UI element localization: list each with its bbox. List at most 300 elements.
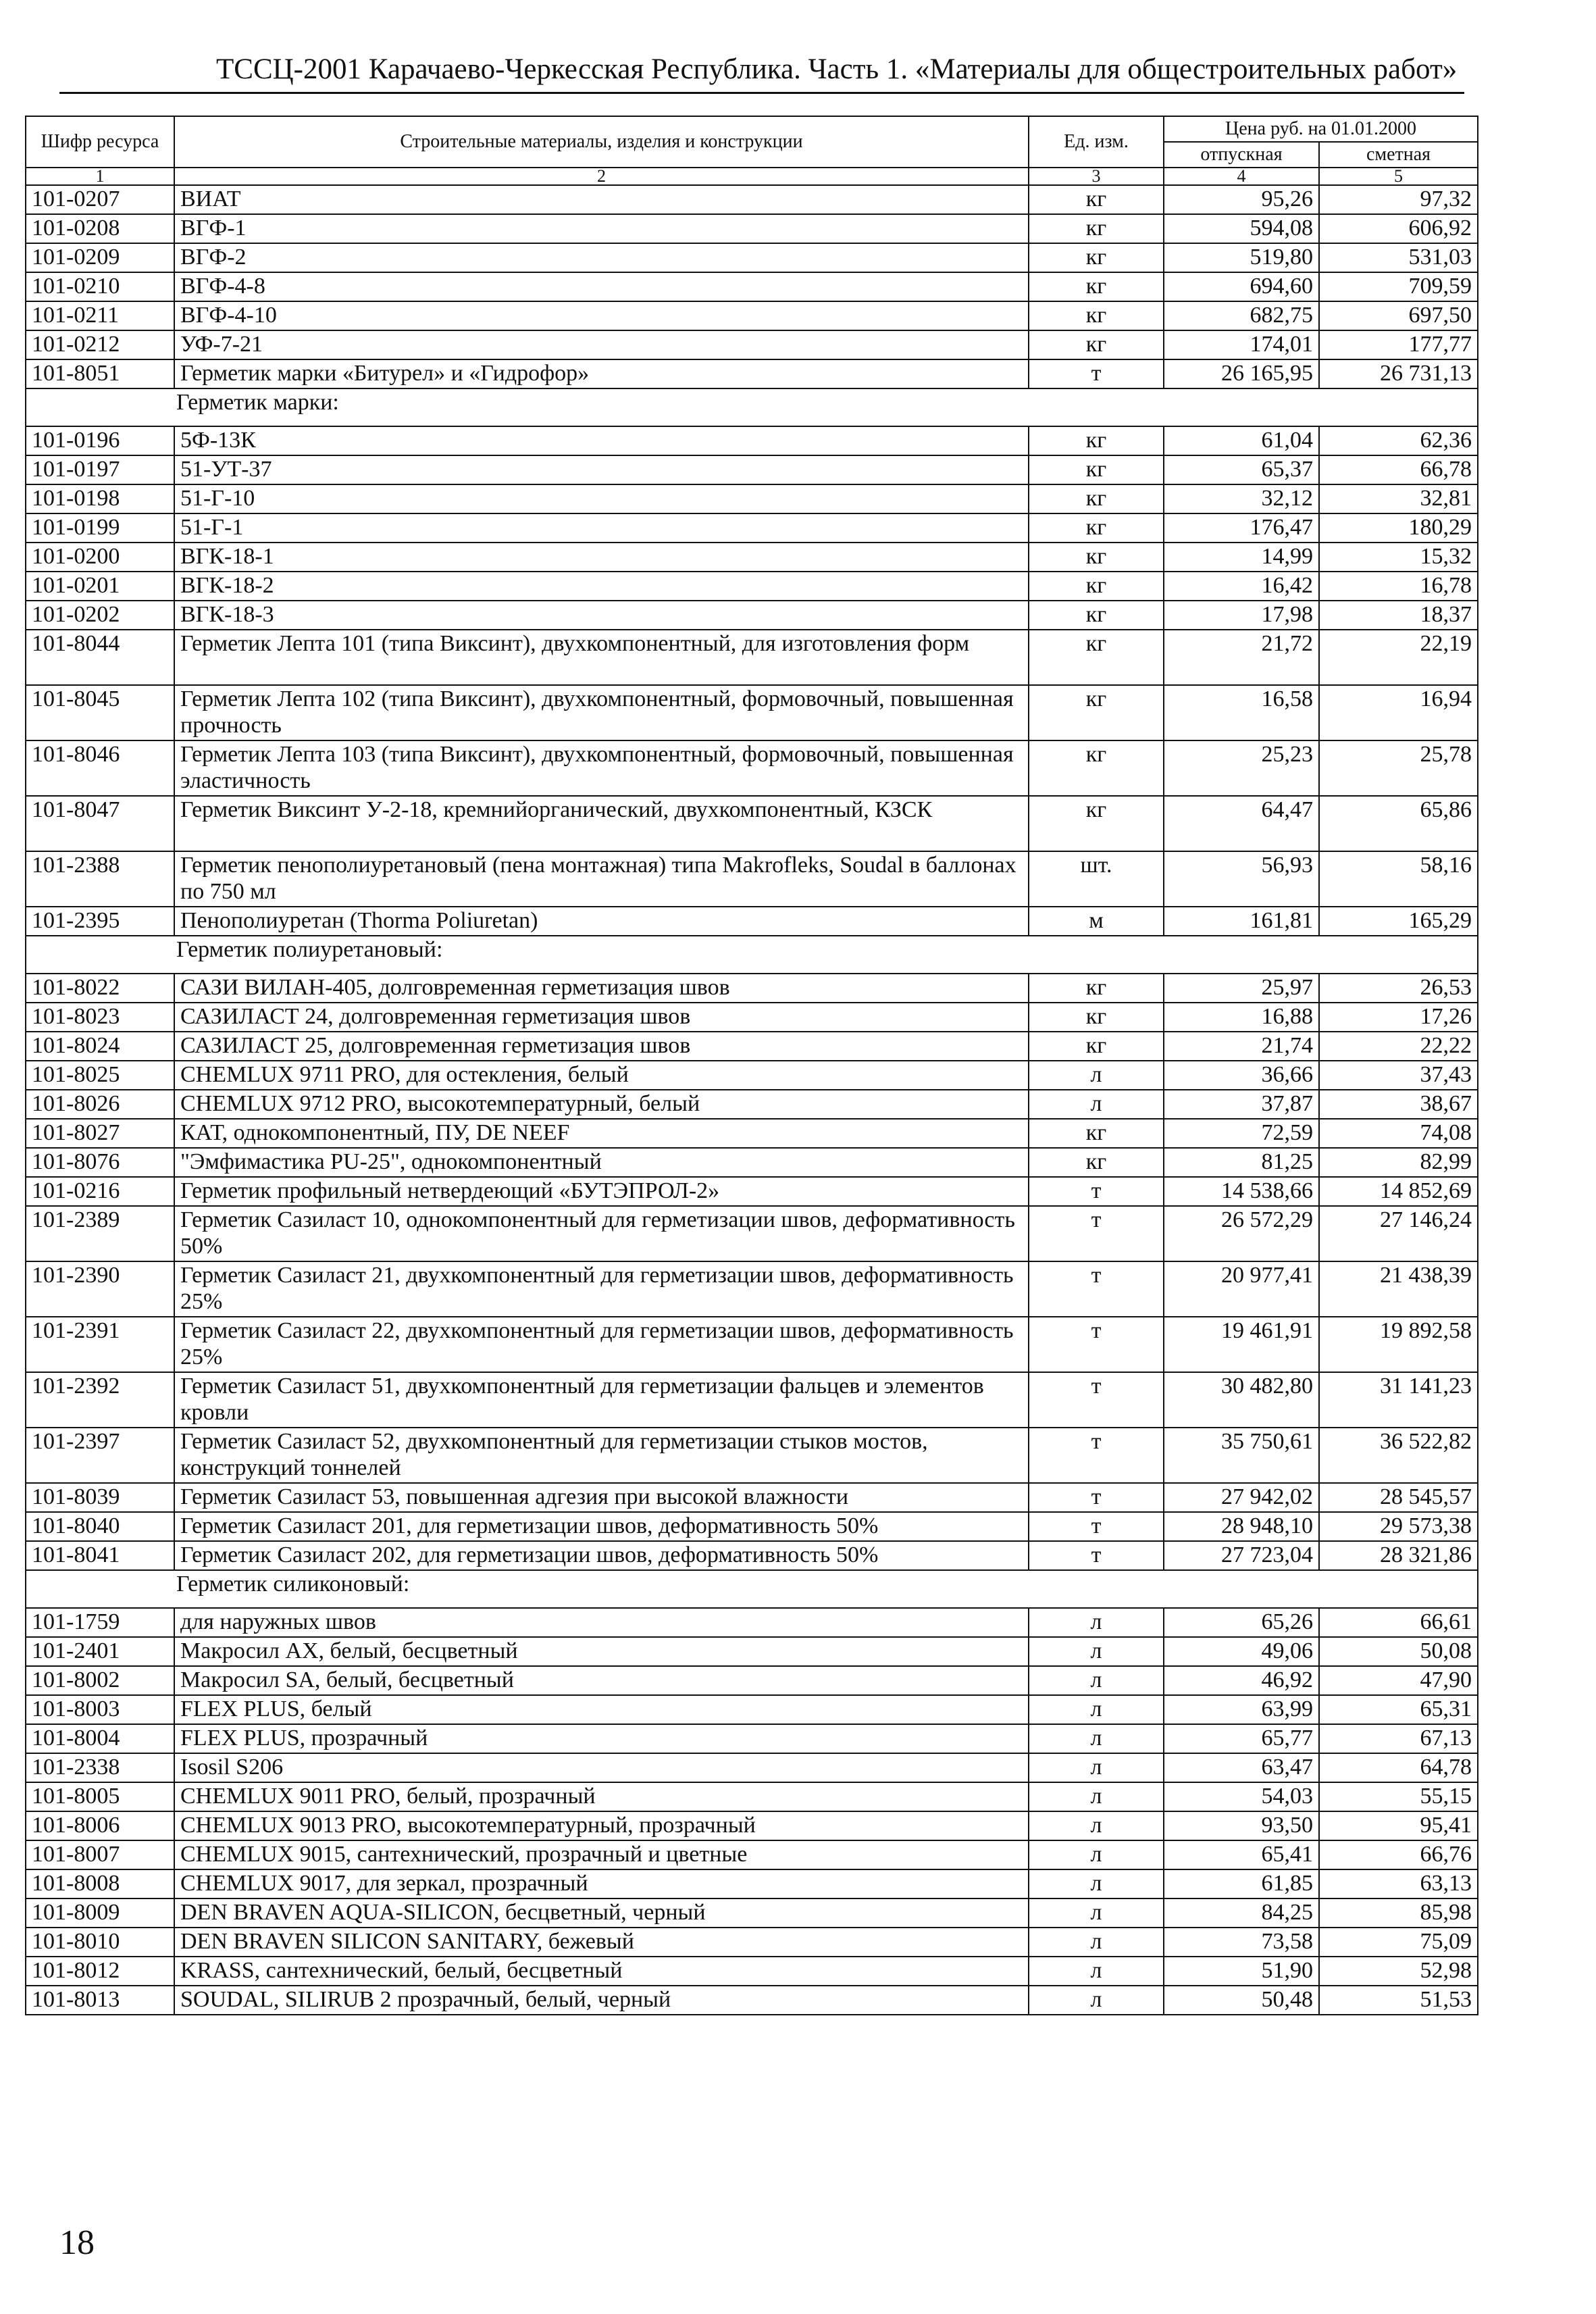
name-cell: Герметик Сазиласт 22, двухкомпонентный для герметизации швов, деформативность 25% [174,1317,1029,1372]
release-price-cell: 19 461,91 [1164,1317,1319,1372]
name-cell: ВГК-18-3 [174,601,1029,630]
name-cell: CHEMLUX 9711 PRO, для остекления, белый [174,1061,1029,1090]
group-header-row [26,936,1478,974]
code-cell: 101-8027 [26,1119,174,1148]
table-row [26,1695,1478,1724]
release-price-cell: 84,25 [1164,1898,1319,1928]
table-row [26,1782,1478,1811]
table-row [26,1483,1478,1512]
unit-cell: т [1029,1317,1164,1372]
name-cell: FLEX PLUS, прозрачный [174,1724,1029,1753]
code-cell: 101-8040 [26,1512,174,1541]
code-cell: 101-8022 [26,974,174,1003]
table-row [26,1261,1478,1317]
estimate-price-cell: 47,90 [1319,1666,1478,1695]
unit-cell: л [1029,1957,1164,1986]
name-cell: 51-Г-10 [174,484,1029,513]
unit-cell: кг [1029,740,1164,796]
table-row [26,1666,1478,1695]
unit-cell: кг [1029,796,1164,851]
estimate-price-cell: 36 522,82 [1319,1428,1478,1483]
code-cell: 101-8002 [26,1666,174,1695]
code-cell: 101-0212 [26,330,174,359]
group-label: Герметик полиуретановый: [26,936,1478,974]
release-price-cell: 25,97 [1164,974,1319,1003]
code-cell: 101-2391 [26,1317,174,1372]
name-cell: КАТ, однокомпонентный, ПУ, DE NEEF [174,1119,1029,1148]
unit-cell: шт. [1029,851,1164,907]
release-price-cell: 16,58 [1164,685,1319,740]
unit-cell: т [1029,1512,1164,1541]
release-price-cell: 694,60 [1164,272,1319,301]
estimate-price-cell: 66,76 [1319,1840,1478,1869]
code-cell: 101-2395 [26,907,174,936]
table-row [26,1724,1478,1753]
unit-cell: кг [1029,543,1164,572]
estimate-price-cell: 709,59 [1319,272,1478,301]
unit-cell: л [1029,1840,1164,1869]
code-cell: 101-8006 [26,1811,174,1840]
release-price-cell: 73,58 [1164,1928,1319,1957]
code-cell: 101-2338 [26,1753,174,1782]
code-cell: 101-8013 [26,1986,174,2015]
code-cell: 101-2390 [26,1261,174,1317]
release-price-cell: 37,87 [1164,1090,1319,1119]
code-cell: 101-0200 [26,543,174,572]
unit-cell: кг [1029,572,1164,601]
unit-cell: л [1029,1782,1164,1811]
estimate-price-cell: 95,41 [1319,1811,1478,1840]
name-cell: ВИАТ [174,185,1029,214]
unit-cell: т [1029,1483,1164,1512]
unit-cell: т [1029,1372,1164,1428]
release-price-cell: 176,47 [1164,513,1319,543]
unit-cell: л [1029,1928,1164,1957]
table-row [26,1177,1478,1206]
estimate-price-cell: 18,37 [1319,601,1478,630]
code-cell: 101-8004 [26,1724,174,1753]
unit-cell: кг [1029,601,1164,630]
estimate-price-cell: 29 573,38 [1319,1512,1478,1541]
estimate-price-cell: 16,78 [1319,572,1478,601]
name-cell: Герметик Сазиласт 53, повышенная адгезия при высокой влажности [174,1483,1029,1512]
name-cell: ВГК-18-2 [174,572,1029,601]
estimate-price-cell: 28 321,86 [1319,1541,1478,1570]
name-cell: УФ-7-21 [174,330,1029,359]
release-price-cell: 95,26 [1164,185,1319,214]
price-table [25,116,1478,2015]
code-cell: 101-8044 [26,630,174,685]
header-price-release: отпускная [1164,142,1319,168]
code-cell: 101-8051 [26,359,174,388]
title-divider [59,92,1464,94]
code-cell: 101-0201 [26,572,174,601]
estimate-price-cell: 28 545,57 [1319,1483,1478,1512]
estimate-price-cell: 37,43 [1319,1061,1478,1090]
estimate-price-cell: 16,94 [1319,685,1478,740]
code-cell: 101-8076 [26,1148,174,1177]
unit-cell: кг [1029,630,1164,685]
release-price-cell: 682,75 [1164,301,1319,330]
column-number: 4 [1164,168,1319,185]
name-cell: SOUDAL, SILIRUB 2 прозрачный, белый, черный [174,1986,1029,2015]
group-header-row [26,388,1478,426]
table-row [26,1869,1478,1898]
unit-cell: кг [1029,1032,1164,1061]
unit-cell: кг [1029,330,1164,359]
unit-cell: кг [1029,426,1164,455]
release-price-cell: 14,99 [1164,543,1319,572]
estimate-price-cell: 50,08 [1319,1637,1478,1666]
header-price-estimate: сметная [1319,142,1478,168]
estimate-price-cell: 55,15 [1319,1782,1478,1811]
release-price-cell: 61,85 [1164,1869,1319,1898]
release-price-cell: 36,66 [1164,1061,1319,1090]
release-price-cell: 65,37 [1164,455,1319,484]
name-cell: Герметик пенополиуретановый (пена монтажная) типа Makrofleks, Soudal в баллонах по 750 мл [174,851,1029,907]
release-price-cell: 32,12 [1164,484,1319,513]
release-price-cell: 63,99 [1164,1695,1319,1724]
code-cell: 101-8009 [26,1898,174,1928]
estimate-price-cell: 26,53 [1319,974,1478,1003]
estimate-price-cell: 17,26 [1319,1003,1478,1032]
name-cell: FLEX PLUS, белый [174,1695,1029,1724]
name-cell: KRASS, сантехнический, белый, бесцветный [174,1957,1029,1986]
table-row [26,740,1478,796]
release-price-cell: 30 482,80 [1164,1372,1319,1428]
release-price-cell: 21,74 [1164,1032,1319,1061]
group-header-row [26,1570,1478,1608]
release-price-cell: 26 165,95 [1164,359,1319,388]
release-price-cell: 16,88 [1164,1003,1319,1032]
code-cell: 101-8039 [26,1483,174,1512]
release-price-cell: 35 750,61 [1164,1428,1319,1483]
release-price-cell: 27 723,04 [1164,1541,1319,1570]
estimate-price-cell: 82,99 [1319,1148,1478,1177]
table-row [26,1061,1478,1090]
unit-cell: кг [1029,685,1164,740]
estimate-price-cell: 63,13 [1319,1869,1478,1898]
code-cell: 101-0197 [26,455,174,484]
table-header-row [26,116,1478,142]
table-row [26,1541,1478,1570]
unit-cell: кг [1029,301,1164,330]
estimate-price-cell: 26 731,13 [1319,359,1478,388]
release-price-cell: 49,06 [1164,1637,1319,1666]
code-cell: 101-0202 [26,601,174,630]
release-price-cell: 65,26 [1164,1608,1319,1637]
column-number: 1 [26,168,174,185]
table-row [26,1119,1478,1148]
estimate-price-cell: 62,36 [1319,426,1478,455]
release-price-cell: 519,80 [1164,243,1319,272]
table-row [26,1512,1478,1541]
code-cell: 101-8010 [26,1928,174,1957]
table-row [26,330,1478,359]
estimate-price-cell: 165,29 [1319,907,1478,936]
estimate-price-cell: 531,03 [1319,243,1478,272]
release-price-cell: 174,01 [1164,330,1319,359]
name-cell: 51-Г-1 [174,513,1029,543]
estimate-price-cell: 27 146,24 [1319,1206,1478,1261]
name-cell: Герметик Сазиласт 10, однокомпонентный для герметизации швов, деформативность 50% [174,1206,1029,1261]
estimate-price-cell: 32,81 [1319,484,1478,513]
name-cell: CHEMLUX 9013 PRO, высокотемпературный, прозрачный [174,1811,1029,1840]
name-cell: Пенополиуретан (Thorma Poliuretan) [174,907,1029,936]
code-cell: 101-8026 [26,1090,174,1119]
release-price-cell: 81,25 [1164,1148,1319,1177]
estimate-price-cell: 85,98 [1319,1898,1478,1928]
code-cell: 101-8008 [26,1869,174,1898]
release-price-cell: 27 942,02 [1164,1483,1319,1512]
unit-cell: л [1029,1869,1164,1898]
estimate-price-cell: 58,16 [1319,851,1478,907]
table-row [26,1206,1478,1261]
name-cell: ВГФ-2 [174,243,1029,272]
unit-cell: м [1029,907,1164,936]
estimate-price-cell: 22,22 [1319,1032,1478,1061]
header-unit: Ед. изм. [1029,116,1164,168]
name-cell: для наружных швов [174,1608,1029,1637]
unit-cell: т [1029,1428,1164,1483]
release-price-cell: 20 977,41 [1164,1261,1319,1317]
name-cell: САЗИЛАСТ 24, долговременная герметизация швов [174,1003,1029,1032]
name-cell: Герметик Виксинт У-2-18, кремнийорганический, двухкомпонентный, КЗСК [174,796,1029,851]
estimate-price-cell: 75,09 [1319,1928,1478,1957]
code-cell: 101-0209 [26,243,174,272]
table-row [26,359,1478,388]
table-row [26,1148,1478,1177]
name-cell: CHEMLUX 9712 PRO, высокотемпературный, белый [174,1090,1029,1119]
code-cell: 101-0196 [26,426,174,455]
name-cell: САЗИЛАСТ 25, долговременная герметизация швов [174,1032,1029,1061]
release-price-cell: 54,03 [1164,1782,1319,1811]
name-cell: Герметик Сазиласт 21, двухкомпонентный для герметизации швов, деформативность 25% [174,1261,1029,1317]
estimate-price-cell: 606,92 [1319,214,1478,243]
release-price-cell: 17,98 [1164,601,1319,630]
table-row [26,1928,1478,1957]
estimate-price-cell: 64,78 [1319,1753,1478,1782]
estimate-price-cell: 21 438,39 [1319,1261,1478,1317]
table-row [26,974,1478,1003]
release-price-cell: 56,93 [1164,851,1319,907]
column-number-row [26,168,1478,185]
unit-cell: кг [1029,1003,1164,1032]
name-cell: Герметик Сазиласт 202, для герметизации швов, деформативность 50% [174,1541,1029,1570]
code-cell: 101-0210 [26,272,174,301]
unit-cell: л [1029,1724,1164,1753]
release-price-cell: 63,47 [1164,1753,1319,1782]
unit-cell: л [1029,1061,1164,1090]
table-row [26,1637,1478,1666]
release-price-cell: 61,04 [1164,426,1319,455]
table-row [26,1811,1478,1840]
estimate-price-cell: 66,61 [1319,1608,1478,1637]
name-cell: ВГК-18-1 [174,543,1029,572]
name-cell: ВГФ-4-8 [174,272,1029,301]
table-row [26,1608,1478,1637]
unit-cell: л [1029,1090,1164,1119]
unit-cell: кг [1029,513,1164,543]
name-cell: Герметик Сазиласт 51, двухкомпонентный для герметизации фальцев и элементов кровли [174,1372,1029,1428]
unit-cell: кг [1029,1119,1164,1148]
page-title: ТССЦ-2001 Карачаево-Черкесская Республика. Часть 1. «Материалы для общестроительных работ» [216,53,1458,85]
table-row [26,1753,1478,1782]
estimate-price-cell: 51,53 [1319,1986,1478,2015]
release-price-cell: 16,42 [1164,572,1319,601]
table-row [26,1428,1478,1483]
table-row [26,1317,1478,1372]
estimate-price-cell: 19 892,58 [1319,1317,1478,1372]
code-cell: 101-8047 [26,796,174,851]
code-cell: 101-2401 [26,1637,174,1666]
name-cell: "Эмфимастика PU-25", однокомпонентный [174,1148,1029,1177]
release-price-cell: 72,59 [1164,1119,1319,1148]
name-cell: Герметик Сазиласт 52, двухкомпонентный для герметизации стыков мостов, конструкций тоннелей [174,1428,1029,1483]
code-cell: 101-8005 [26,1782,174,1811]
code-cell: 101-8007 [26,1840,174,1869]
name-cell: Герметик марки «Битурел» и «Гидрофор» [174,359,1029,388]
release-price-cell: 14 538,66 [1164,1177,1319,1206]
unit-cell: кг [1029,484,1164,513]
release-price-cell: 51,90 [1164,1957,1319,1986]
unit-cell: л [1029,1666,1164,1695]
unit-cell: л [1029,1898,1164,1928]
name-cell: CHEMLUX 9017, для зеркал, прозрачный [174,1869,1029,1898]
name-cell: Герметик Лепта 102 (типа Виксинт), двухкомпонентный, формовочный, повышенная прочность [174,685,1029,740]
table-row [26,1372,1478,1428]
table-row [26,851,1478,907]
name-cell: CHEMLUX 9011 PRO, белый, прозрачный [174,1782,1029,1811]
page-number: 18 [59,2223,95,2262]
code-cell: 101-2389 [26,1206,174,1261]
unit-cell: л [1029,1811,1164,1840]
estimate-price-cell: 25,78 [1319,740,1478,796]
release-price-cell: 50,48 [1164,1986,1319,2015]
name-cell: САЗИ ВИЛАН-405, долговременная герметизация швов [174,974,1029,1003]
estimate-price-cell: 31 141,23 [1319,1372,1478,1428]
group-label: Герметик марки: [26,388,1478,426]
code-cell: 101-0216 [26,1177,174,1206]
table-row [26,796,1478,851]
unit-cell: л [1029,1753,1164,1782]
release-price-cell: 65,41 [1164,1840,1319,1869]
table-row [26,185,1478,214]
table-row [26,630,1478,685]
name-cell: Макросил АХ, белый, бесцветный [174,1637,1029,1666]
table-row [26,907,1478,936]
name-cell: 5Ф-13К [174,426,1029,455]
estimate-price-cell: 38,67 [1319,1090,1478,1119]
code-cell: 101-8046 [26,740,174,796]
name-cell: Герметик Сазиласт 201, для герметизации швов, деформативность 50% [174,1512,1029,1541]
table-row [26,484,1478,513]
table-row [26,1003,1478,1032]
table-row [26,243,1478,272]
table-row [26,1090,1478,1119]
unit-cell: кг [1029,1148,1164,1177]
name-cell: Герметик Лепта 103 (типа Виксинт), двухкомпонентный, формовочный, повышенная эластичность [174,740,1029,796]
name-cell: CHEMLUX 9015, сантехнический, прозрачный и цветные [174,1840,1029,1869]
unit-cell: кг [1029,272,1164,301]
unit-cell: кг [1029,214,1164,243]
estimate-price-cell: 22,19 [1319,630,1478,685]
unit-cell: л [1029,1608,1164,1637]
name-cell: DEN BRAVEN SILICON SANITARY, бежевый [174,1928,1029,1957]
column-number: 2 [174,168,1029,185]
code-cell: 101-1759 [26,1608,174,1637]
estimate-price-cell: 14 852,69 [1319,1177,1478,1206]
code-cell: 101-8025 [26,1061,174,1090]
release-price-cell: 93,50 [1164,1811,1319,1840]
release-price-cell: 26 572,29 [1164,1206,1319,1261]
code-cell: 101-2397 [26,1428,174,1483]
table-row [26,685,1478,740]
estimate-price-cell: 74,08 [1319,1119,1478,1148]
unit-cell: т [1029,359,1164,388]
unit-cell: т [1029,1261,1164,1317]
table-row [26,1032,1478,1061]
table-row [26,513,1478,543]
name-cell: 51-УТ-37 [174,455,1029,484]
header-name: Строительные материалы, изделия и конструкции [174,116,1029,168]
code-cell: 101-8024 [26,1032,174,1061]
table-row [26,1957,1478,1986]
estimate-price-cell: 15,32 [1319,543,1478,572]
name-cell: ВГФ-4-10 [174,301,1029,330]
unit-cell: л [1029,1986,1164,2015]
code-cell: 101-8003 [26,1695,174,1724]
estimate-price-cell: 697,50 [1319,301,1478,330]
code-cell: 101-8045 [26,685,174,740]
table-row [26,426,1478,455]
table-row [26,1986,1478,2015]
column-number: 3 [1029,168,1164,185]
table-row [26,601,1478,630]
column-number: 5 [1319,168,1478,185]
header-price-group: Цена руб. на 01.01.2000 [1164,116,1478,142]
estimate-price-cell: 67,13 [1319,1724,1478,1753]
price-table-body [26,116,1478,2015]
release-price-cell: 21,72 [1164,630,1319,685]
table-row [26,301,1478,330]
release-price-cell: 25,23 [1164,740,1319,796]
table-row [26,455,1478,484]
unit-cell: кг [1029,243,1164,272]
release-price-cell: 161,81 [1164,907,1319,936]
code-cell: 101-0198 [26,484,174,513]
name-cell: ВГФ-1 [174,214,1029,243]
unit-cell: л [1029,1637,1164,1666]
table-row [26,543,1478,572]
name-cell: DEN BRAVEN AQUA-SILICON, бесцветный, черный [174,1898,1029,1928]
table-row [26,1898,1478,1928]
release-price-cell: 64,47 [1164,796,1319,851]
table-row [26,214,1478,243]
unit-cell: кг [1029,974,1164,1003]
code-cell: 101-0199 [26,513,174,543]
estimate-price-cell: 65,31 [1319,1695,1478,1724]
group-label: Герметик силиконовый: [26,1570,1478,1608]
code-cell: 101-0211 [26,301,174,330]
unit-cell: кг [1029,455,1164,484]
unit-cell: т [1029,1177,1164,1206]
code-cell: 101-8012 [26,1957,174,1986]
code-cell: 101-2392 [26,1372,174,1428]
code-cell: 101-0208 [26,214,174,243]
unit-cell: кг [1029,185,1164,214]
code-cell: 101-8023 [26,1003,174,1032]
